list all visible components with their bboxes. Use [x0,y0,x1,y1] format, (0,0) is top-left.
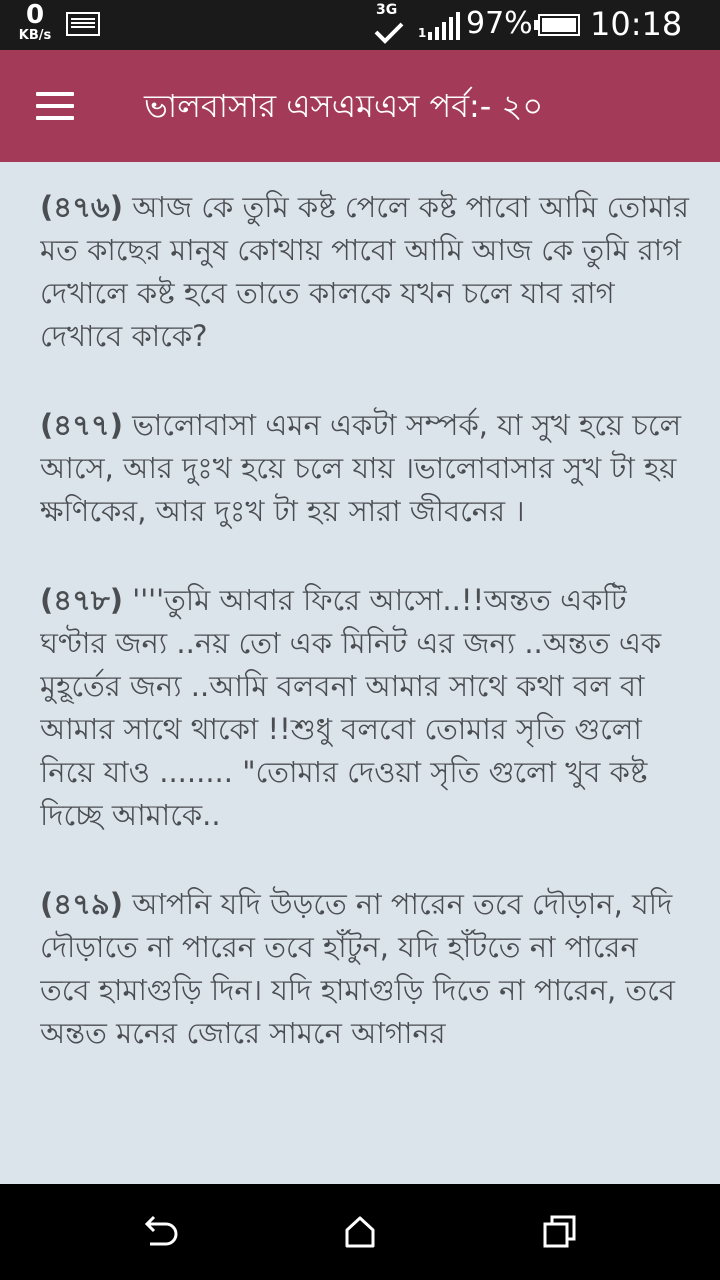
sms-content[interactable] [40,186,690,1176]
status-bar [0,0,720,50]
back-icon[interactable] [140,1212,180,1252]
sms-text: আপনি যদি উড়তে না পারেন তবে দৌড়ান, যদি দৌড়াতে না পারেন তবে হাঁটুন, যদি হাঁটতে না পারেন তবে হামাগুড়ি দিন। যদি হামাগুড়ি দিতে না পারেন, তবে অন্তত মনের জোরে সামনে আগানর [40,887,675,1050]
sms-text: আজ কে তুমি কষ্ট পেলে কষ্ট পাবো আমি তোমার মত কাছের মানুষ কোথায় পাবো আমি আজ কে তুমি রাগ দেখালে কষ্ট হবে তাতে কালকে যখন চলে যাব রাগ দেখাবে কাকে? [40,190,689,353]
signal-strength-icon [418,12,462,40]
page-title: ভালবাসার এসএমএস পর্ব:- ২০ [144,87,544,125]
navigation-bar [0,1184,720,1280]
svg-text:1: 1 [418,26,427,40]
app-bar [0,50,720,162]
sms-number: (৪৭৯) [40,887,123,921]
sms-paragraph [40,404,690,533]
sms-number: (৪৭৮) [40,583,123,617]
battery-percent: 97% [466,6,533,41]
sms-paragraph [40,579,690,837]
sms-paragraph [40,883,690,1055]
sms-number: (৪৭৬) [40,190,124,224]
sms-text: ভালোবাসা এমন একটা সম্পর্ক, যা সুখ হয়ে চলে আসে, আর দুঃখ হয়ে চলে যায় ।ভালোবাসার সুখ টা হয় ক্ষণিকের, আর দুঃখ টা হয় সারা জীবনের । [40,408,682,528]
check-icon [374,2,406,46]
hamburger-menu-icon[interactable] [26,82,74,130]
network-type-label: 3G [376,2,398,18]
network-speed [12,2,58,44]
sms-paragraph [40,186,690,358]
sms-text: ''''তুমি আবার ফিরে আসো..!!অন্তত একটি ঘণ্টার জন্য ..নয় তো এক মিনিট এর জন্য ..অন্তত এক মুহূর্তের জন্য ..আমি বলবনা আমার সাথে কথা বল বা আমার সাথে থাকো !!শুধু বলবো তোমার সৃতি গুলো নিয়ে যাও ........ "তোমার দেওয়া সৃতি গুলো খুব কষ্ট দিচ্ছে আমাকে.. [40,583,662,832]
home-icon[interactable] [340,1212,380,1252]
network-3g-indicator [374,2,406,46]
image-notification-icon [66,12,100,36]
network-speed-unit: KB/s [18,28,52,43]
network-speed-value: 0 [25,0,45,30]
recent-apps-icon[interactable] [540,1212,580,1252]
clock-time: 10:18 [590,5,683,43]
battery-icon [534,14,580,36]
sms-number: (৪৭৭) [40,408,124,442]
